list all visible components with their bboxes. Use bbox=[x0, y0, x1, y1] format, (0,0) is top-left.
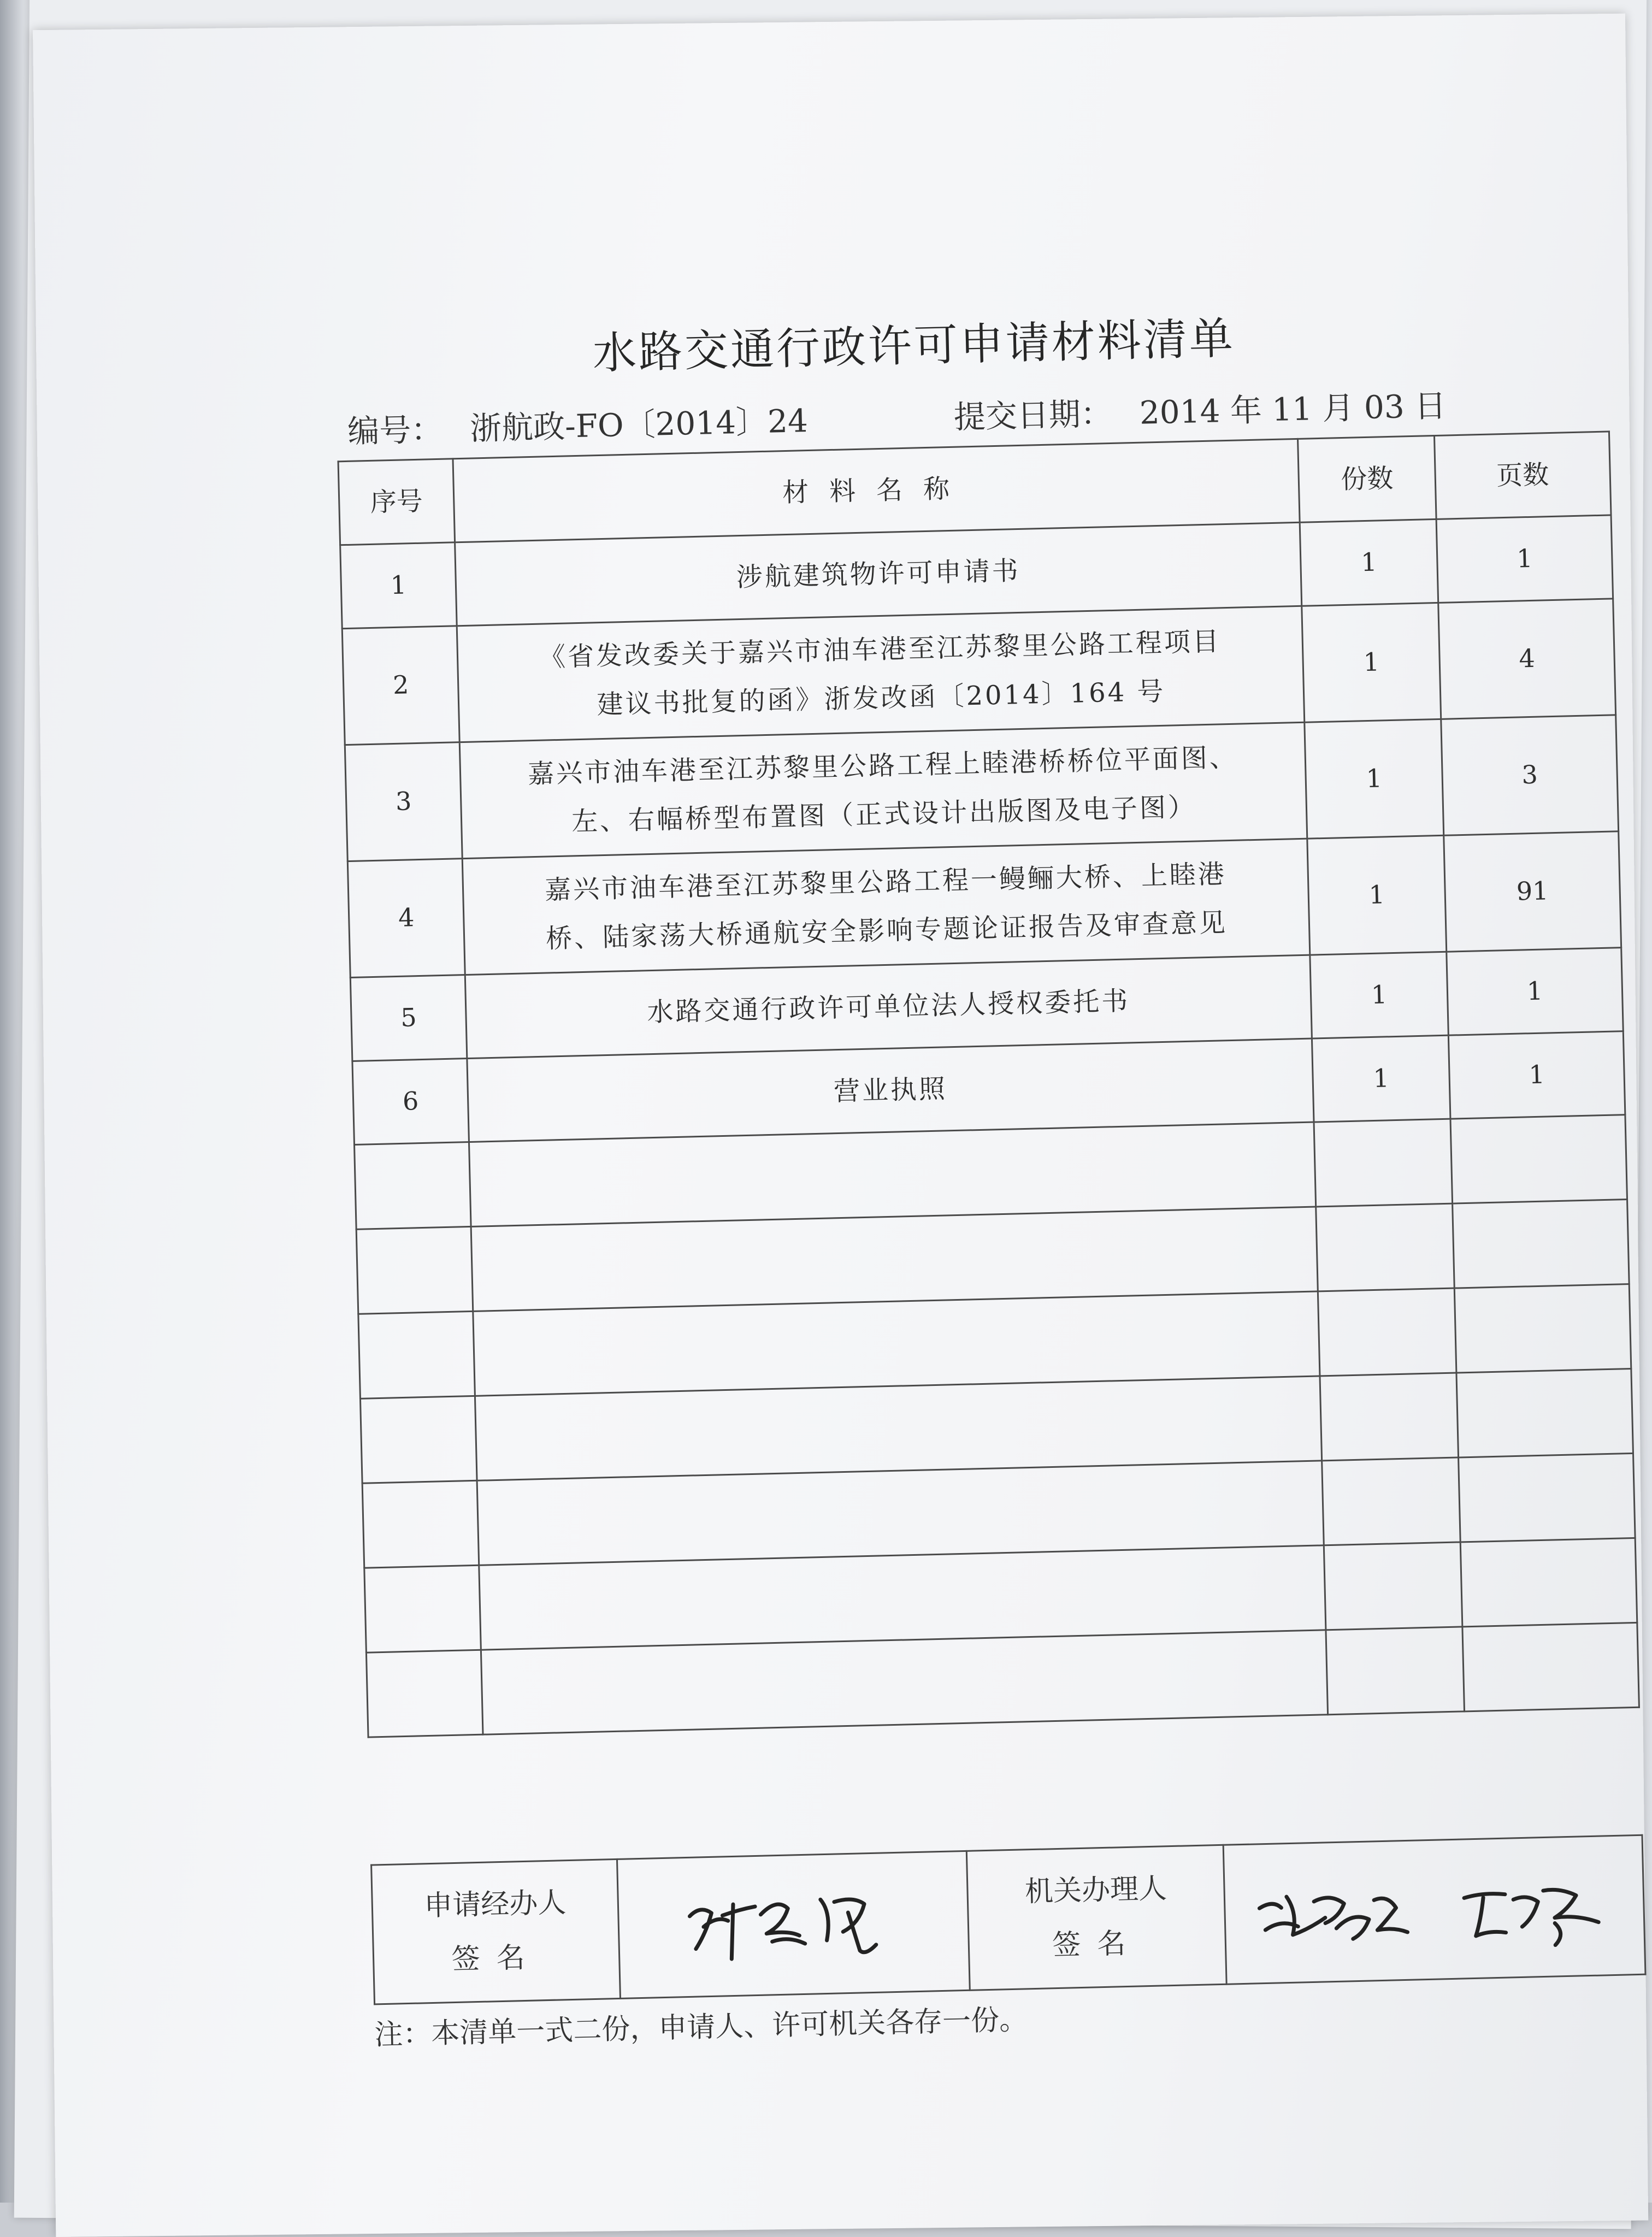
row-copies: 1 bbox=[1307, 835, 1447, 955]
header-index: 序号 bbox=[338, 459, 455, 545]
agency-signature bbox=[1223, 1835, 1645, 1984]
row-pages: 1 bbox=[1436, 515, 1613, 603]
row-material-name: 《省发改委关于嘉兴市油车港至江苏黎里公路工程项目 建议书批复的函》浙发改函〔2014〕164 号 bbox=[457, 606, 1305, 742]
row-copies: 1 bbox=[1300, 519, 1438, 606]
row-index: 6 bbox=[352, 1059, 469, 1145]
materials-table bbox=[338, 430, 1640, 1738]
serial-number bbox=[347, 395, 809, 452]
row-material-name: 水路交通行政许可单位法人授权委托书 bbox=[465, 955, 1312, 1058]
paper-sheet bbox=[33, 14, 1648, 2237]
row-pages: 1 bbox=[1448, 1031, 1625, 1119]
row-index: 4 bbox=[347, 859, 465, 978]
header-pages: 页数 bbox=[1434, 432, 1611, 519]
document-title: 水路交通行政许可申请材料清单 bbox=[592, 312, 1236, 379]
header-name: 材料名称 bbox=[453, 439, 1300, 542]
applicant-signature-image bbox=[678, 1878, 910, 1971]
row-index: 2 bbox=[342, 626, 459, 745]
row-index: 5 bbox=[350, 975, 467, 1061]
row-pages: 1 bbox=[1447, 948, 1624, 1035]
row-pages: 4 bbox=[1438, 599, 1616, 719]
row-copies: 1 bbox=[1302, 603, 1441, 722]
row-copies: 1 bbox=[1312, 1035, 1450, 1122]
row-pages: 3 bbox=[1441, 715, 1619, 835]
applicant-signature bbox=[617, 1851, 970, 1998]
row-copies: 1 bbox=[1305, 719, 1444, 839]
row-material-name: 涉航建筑物许可申请书 bbox=[455, 522, 1302, 625]
row-pages: 91 bbox=[1444, 831, 1621, 952]
row-material-name: 营业执照 bbox=[467, 1038, 1314, 1142]
document bbox=[251, 262, 1612, 2052]
header-copies: 份数 bbox=[1298, 435, 1437, 522]
signature-table bbox=[370, 1834, 1646, 2005]
serial-value: 浙航政-FO〔2014〕24 bbox=[469, 402, 809, 447]
date-label: 提交日期： bbox=[953, 394, 1113, 436]
serial-label: 编号： bbox=[347, 410, 444, 450]
footnote: 注：本清单一式二份，申请人、许可机关各存一份。 bbox=[374, 2003, 1028, 2052]
row-material-name: 嘉兴市油车港至江苏黎里公路工程上睦港桥桥位平面图、 左、右幅桥型布置图（正式设计出版图及电子图） bbox=[459, 722, 1307, 858]
row-index: 1 bbox=[340, 542, 457, 629]
applicant-label: 申请经办人 签名 bbox=[371, 1859, 621, 2004]
submission-date bbox=[953, 380, 1447, 437]
date-value: 2014 年 11 月 03 日 bbox=[1139, 387, 1447, 432]
row-material-name: 嘉兴市油车港至江苏黎里公路工程一鳗鲡大桥、上睦港 桥、陆家荡大桥通航安全影响专题论证报告及审查意见 bbox=[462, 839, 1310, 975]
row-index: 3 bbox=[345, 742, 462, 861]
row-copies: 1 bbox=[1310, 952, 1449, 1038]
agency-label: 机关办理人 签名 bbox=[966, 1845, 1226, 1990]
agency-signature-image bbox=[1248, 1862, 1621, 1958]
